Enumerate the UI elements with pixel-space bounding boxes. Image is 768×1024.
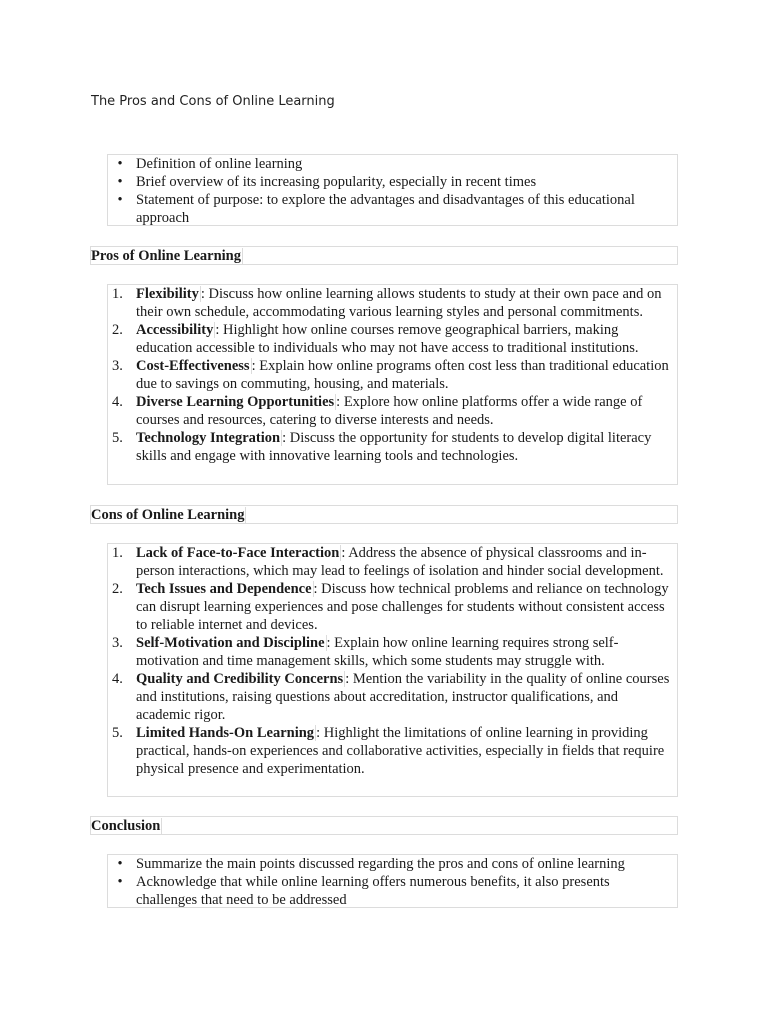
list-item-text: Statement of purpose: to explore the advantages and disadvantages of this educational approach xyxy=(136,192,635,226)
bullet-icon: • xyxy=(117,856,123,872)
list-item-text: : Highlight the limitations of online learning in providing practical, hands-on experiences and collaborative activities, especially in fields that require physical presence and experimentation. xyxy=(136,725,665,777)
conclusion-heading-box xyxy=(90,816,678,835)
list-item xyxy=(108,155,677,173)
list-item-text: Acknowledge that while online learning offers numerous benefits, it also presents challenges that need to be addressed xyxy=(136,874,610,908)
list-number: 1. xyxy=(112,286,123,302)
bullet-icon: • xyxy=(117,174,123,190)
pros-heading-box xyxy=(90,246,678,265)
list-item-text: : Highlight how online courses remove geographical barriers, making education accessible to individuals who may not have access to traditional institutions. xyxy=(136,322,639,356)
pros-heading: Pros of Online Learning xyxy=(91,248,241,264)
list-number: 5. xyxy=(112,725,123,741)
list-item xyxy=(108,191,677,227)
document-title: The Pros and Cons of Online Learning xyxy=(91,94,335,109)
list-number: 4. xyxy=(112,394,123,410)
list-item xyxy=(108,321,677,357)
list-item xyxy=(108,670,677,724)
conclusion-heading: Conclusion xyxy=(91,818,161,834)
list-item-term: Diverse Learning Opportunities xyxy=(136,394,335,410)
list-item-text: Brief overview of its increasing popularity, especially in recent times xyxy=(136,174,537,190)
list-number: 1. xyxy=(112,545,123,561)
list-item-text: : Discuss the opportunity for students to develop digital literacy skills and engage with innovative learning tools and technologies. xyxy=(136,430,652,464)
list-number: 2. xyxy=(112,581,123,597)
list-item xyxy=(108,429,677,465)
list-item xyxy=(108,873,677,909)
bullet-icon: • xyxy=(117,156,123,172)
list-item xyxy=(108,357,677,393)
list-item-term: Self-Motivation and Discipline xyxy=(136,635,325,651)
list-item-term: Lack of Face-to-Face Interaction xyxy=(136,545,340,561)
cons-numbered-list xyxy=(108,544,677,778)
cons-heading-box xyxy=(90,505,678,524)
list-item-text: : Discuss how technical problems and reliance on technology can disrupt learning experiences and pose challenges for students without consistent access to reliable internet and devices. xyxy=(136,581,669,633)
list-item-term: Limited Hands-On Learning xyxy=(136,725,315,741)
list-number: 3. xyxy=(112,358,123,374)
intro-bullet-list xyxy=(108,155,677,227)
list-item-text: : Explain how online programs often cost less than traditional education due to savings on commuting, housing, and materials. xyxy=(136,358,669,392)
list-item xyxy=(108,544,677,580)
pros-numbered-list xyxy=(108,285,677,465)
list-item xyxy=(108,724,677,778)
conclusion-list-box xyxy=(107,854,678,908)
list-item-text: : Mention the variability in the quality of online courses and institutions, raising questions about accreditation, instructor qualifications, and academic rigor. xyxy=(136,671,670,723)
list-item xyxy=(108,634,677,670)
list-item-term: Cost-Effectiveness xyxy=(136,358,250,374)
list-item-term: Flexibility xyxy=(136,286,199,302)
list-item-text: : Explore how online platforms offer a wide range of courses and resources, catering to diverse interests and needs. xyxy=(136,394,643,428)
list-item xyxy=(108,855,677,873)
list-item-text: Summarize the main points discussed regarding the pros and cons of online learning xyxy=(136,856,625,872)
list-item-text: Definition of online learning xyxy=(136,156,303,172)
list-item xyxy=(108,285,677,321)
cons-list-box xyxy=(107,543,678,797)
list-number: 3. xyxy=(112,635,123,651)
bullet-icon: • xyxy=(117,874,123,890)
list-item-text: : Explain how online learning requires strong self-motivation and time management skills, which some students may struggle with. xyxy=(136,635,619,669)
list-item-term: Quality and Credibility Concerns xyxy=(136,671,344,687)
pros-list-box xyxy=(107,284,678,485)
list-item xyxy=(108,173,677,191)
list-number: 2. xyxy=(112,322,123,338)
list-item-text: : Address the absence of physical classrooms and in-person interactions, which may lead to feelings of isolation and hinder social development. xyxy=(136,545,664,579)
list-item-term: Technology Integration xyxy=(136,430,281,446)
list-item-text: : Discuss how online learning allows students to study at their own pace and on their own schedule, accommodating various learning styles and personal commitments. xyxy=(136,286,662,320)
list-item-term: Tech Issues and Dependence xyxy=(136,581,312,597)
list-item xyxy=(108,393,677,429)
list-item xyxy=(108,580,677,634)
bullet-icon: • xyxy=(117,192,123,208)
list-item-term: Accessibility xyxy=(136,322,214,338)
intro-list-box xyxy=(107,154,678,226)
list-number: 4. xyxy=(112,671,123,687)
cons-heading: Cons of Online Learning xyxy=(91,507,245,523)
list-number: 5. xyxy=(112,430,123,446)
conclusion-bullet-list xyxy=(108,855,677,909)
